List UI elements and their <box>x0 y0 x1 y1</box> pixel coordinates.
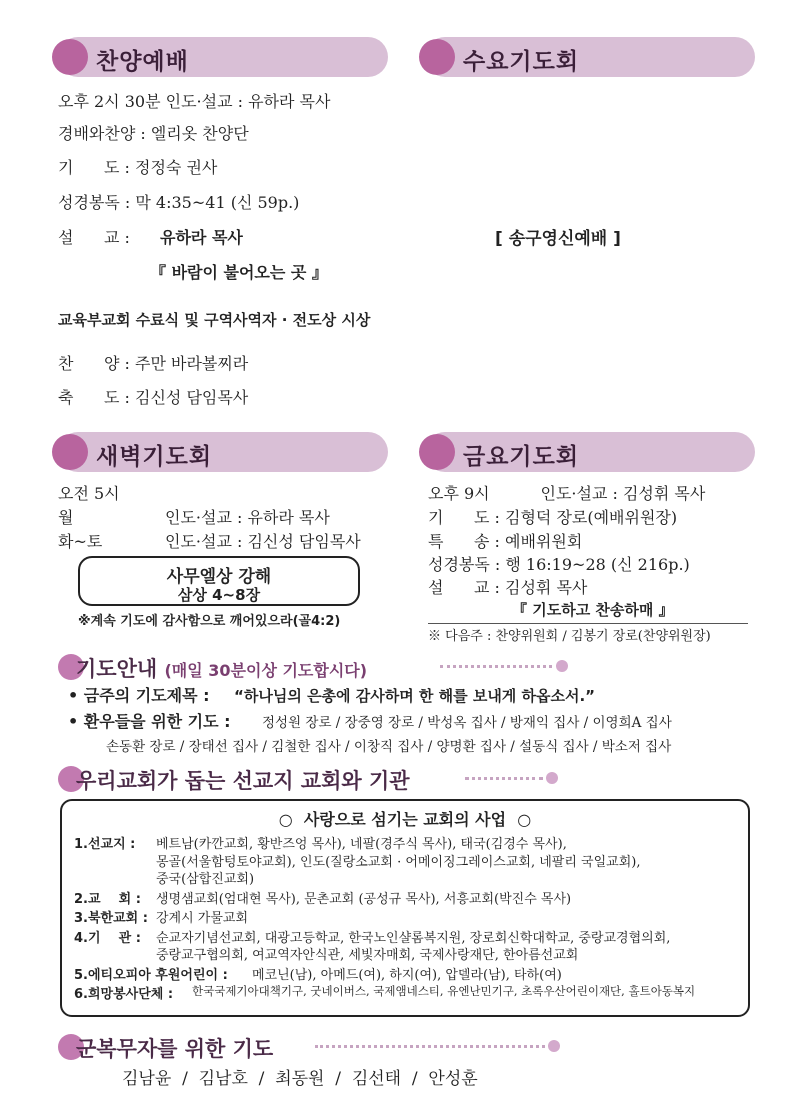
mission-row-text: 생명샘교회(엄대현 목사), 문촌교회 (공성규 목사), 서흥교회(박진수 목사) <box>156 891 572 907</box>
soldiers-names: 김남윤 / 김남호 / 최동원 / 김선태 / 안성훈 <box>122 1069 478 1089</box>
sick-prayer-line-2: 손동환 장로 / 장태선 집사 / 김철한 집사 / 이창직 집사 / 양명환 집사 / 설동식 집사 / 박소저 집사 <box>106 739 672 755</box>
mission-row-label: 6.희망봉사단체 : <box>74 987 174 1002</box>
banner-dot-icon <box>419 434 455 470</box>
dawn-monday-label: 월 <box>58 508 74 527</box>
mission-row-label: 3.북한교회 : <box>74 911 148 926</box>
wednesday-prayer-banner <box>425 37 755 77</box>
banner-dot-icon <box>419 39 455 75</box>
praise-sermon-title: 『 바람이 불어오는 곳 』 <box>150 263 328 282</box>
dawn-footnote: ※계속 기도에 감사함으로 깨어있으라(골4:2) <box>78 614 341 629</box>
trail-end-dot <box>548 1040 560 1052</box>
friday-prayer-banner <box>425 432 755 472</box>
bible-study-title: 사무엘상 강해 <box>166 567 272 587</box>
mission-row-text: 중랑교구협의회, 여교역자안식관, 세빛자매회, 국제사랑재단, 한아름선교회 <box>156 948 579 963</box>
friday-divider <box>428 623 748 624</box>
praise-ceremony: 교육부교회 수료식 및 구역사역자 · 전도상 시상 <box>58 311 371 329</box>
dawn-time: 오전 5시 <box>58 484 120 503</box>
mission-row-label: 5.에티오피아 후원어린이 : <box>74 967 228 983</box>
mission-row-text: 순교자기념선교회, 대광고등학교, 한국노인샬롬복지원, 장로회신학대학교, 중랑교경협의회, <box>156 930 671 946</box>
bible-study-box <box>78 556 360 606</box>
praise-worship-title: 찬양예배 <box>96 49 189 75</box>
soldiers-title: 군복무자를 위한 기도 <box>76 1037 274 1061</box>
friday-next-week: ※ 다음주 : 찬양위원회 / 김봉기 장로(찬양위원장) <box>428 629 711 644</box>
friday-special-line: 특 송 : 예배위원회 <box>428 532 583 551</box>
missions-box <box>60 799 750 1017</box>
friday-prayer-title: 금요기도회 <box>463 444 580 470</box>
mission-row-text: 한국국제기아대책기구, 굿네이버스, 국제앰네스티, 유엔난민기구, 초록우산어린이재단, 홀트아동복지 <box>192 984 696 998</box>
sick-prayer-line-1: 정성원 장로 / 장중영 장로 / 박성옥 집사 / 방재익 집사 / 이영희A 집사 <box>262 715 672 731</box>
praise-worship-banner <box>58 37 388 77</box>
wednesday-prayer-title: 수요기도회 <box>463 49 580 75</box>
dotted-trail <box>440 665 552 668</box>
banner-dot-icon <box>52 434 88 470</box>
prayer-guide-subtitle: (매일 30분이상 기도합시다) <box>164 661 368 680</box>
praise-sermon-preacher: 유하라 목사 <box>160 228 243 247</box>
mission-row-text: 메코닌(남), 아메드(여), 하지(여), 압델라(남), 타하(여) <box>252 967 562 983</box>
praise-hymn-line: 찬 양 : 주만 바라볼찌라 <box>58 354 249 373</box>
praise-scripture-line: 성경봉독 : 막 4:35~41 (신 59p.) <box>58 193 300 212</box>
praise-blessing-line: 축 도 : 김신성 담임목사 <box>58 388 249 407</box>
dawn-monday-leader: 인도·설교 : 유하라 목사 <box>165 508 330 527</box>
prayer-topic-label: • 금주의 기도제목 : <box>68 686 210 705</box>
sick-prayer-label: • 환우들을 위한 기도 : <box>68 712 231 731</box>
mission-row-text: 중국(삼합진교회) <box>156 872 255 887</box>
missions-box-title: ○ 사랑으로 섬기는 교회의 사업 ○ <box>278 810 532 829</box>
bible-study-range: 삼상 4~8장 <box>177 586 261 604</box>
praise-time-line: 오후 2시 30분 인도·설교 : 유하라 목사 <box>58 92 331 111</box>
mission-row-text: 몽골(서울함텅토야교회), 인도(질랑소교회 · 어메이징그레이스교회, 네팔리 국일교회), <box>156 854 641 870</box>
dawn-prayer-title: 새벽기도회 <box>96 444 213 470</box>
trail-end-dot <box>546 772 558 784</box>
friday-prayer-line: 기 도 : 김형덕 장로(예배위원장) <box>428 508 678 527</box>
mission-row-text: 베트남(카깐교회, 황반즈엉 목사), 네팔(경주식 목사), 태국(김경수 목사), <box>156 837 567 852</box>
mission-row-text: 강계시 가물교회 <box>156 911 249 926</box>
dotted-trail <box>315 1045 545 1048</box>
friday-time-line: 오후 9시 인도·설교 : 김성휘 목사 <box>428 484 706 503</box>
praise-prayer-line: 기 도 : 정정숙 권사 <box>58 158 218 177</box>
friday-sermon-title: 『 기도하고 찬송하매 』 <box>512 601 674 619</box>
dawn-weekday-label: 화~토 <box>58 532 103 551</box>
prayer-guide-heading <box>76 653 367 683</box>
praise-choir-line: 경배와찬양 : 엘리옷 찬양단 <box>58 124 249 143</box>
dotted-trail <box>465 777 543 780</box>
friday-sermon-line: 설 교 : 김성휘 목사 <box>428 578 588 597</box>
praise-sermon-label: 설 교 : <box>58 228 130 247</box>
missions-title: 우리교회가 돕는 선교지 교회와 기관 <box>76 769 410 793</box>
mission-row-label: 1.선교지 : <box>74 837 136 852</box>
dawn-weekday-leader: 인도·설교 : 김신성 담임목사 <box>165 532 361 551</box>
prayer-guide-title: 기도안내 <box>76 657 158 681</box>
banner-dot-icon <box>52 39 88 75</box>
mission-row-label: 4.기 관 : <box>74 930 141 946</box>
wednesday-notice: [ 송구영신예배 ] <box>495 229 621 249</box>
trail-end-dot <box>556 660 568 672</box>
prayer-topic-text: “하나님의 은총에 감사하며 한 해를 보내게 하옵소서.” <box>234 687 596 705</box>
dawn-prayer-banner <box>58 432 388 472</box>
mission-row-label: 2.교 회 : <box>74 891 141 907</box>
friday-scripture-line: 성경봉독 : 행 16:19~28 (신 216p.) <box>428 555 690 574</box>
